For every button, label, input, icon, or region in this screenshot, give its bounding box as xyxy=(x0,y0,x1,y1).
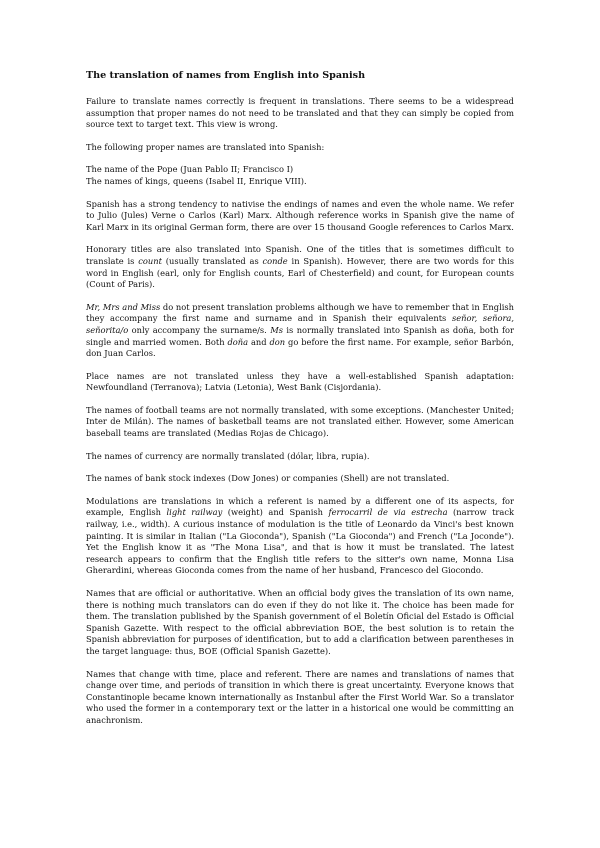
paragraph-stock-indexes: The names of bank stock indexes (Dow Jones) or companies (Shell) are not translated. xyxy=(86,473,450,484)
paragraph-nativise: Spanish has a strong tendency to nativise the endings of names and even the whole name. We refer to Julio (Jules) Verne o Carlos (Karl) Marx. Although reference works in Spanish give the name of Karl Marx in its original German form, there are over 15 thousand Google references to Carlos Marx. xyxy=(86,198,514,232)
paragraph-modulations: Modulations are translations in which a referent is named by a different one of its aspects, for example, English light railway (weight) and Spanish ferrocarril de via estrecha (narrow track railway, i.e., width). A curious instance of modulation is the title of Leonardo da Vinci's best known painting. It is similar in Italian ("La Gioconda"), Spanish ("La Gioconda") and French ("La Joconde"). Yet the English know it as "The Mona Lisa", and that is how it must be translated. The latest research appears to confirm that the English title refers to the sitter's own name, Monna Lisa Gherardini, whereas Gioconda comes from the name of her husband, Francesco del Giocondo. xyxy=(86,495,515,576)
paragraph-place-names: Place names are not translated unless they have a well-established Spanish adaptation: Newfoundland (Terranova); Latvia (Letonia), West Bank (Cisjordania). xyxy=(86,370,514,393)
paragraph-changing-names: Names that change with time, place and referent. There are names and translations of names that change over time, and periods of transition in which there is great uncertainty. Everyone knows that Constantinople became known internationally as Instanbul after the First World War. So a translator who used the former in a contemporary text or the latter in a historical one would be committing an anachronism. xyxy=(86,668,514,725)
paragraph-official-names: Names that are official or authoritative. When an official body gives the translation of its own name, there is nothing much translators can do even if they do not like it. The choice has been made for them. The translation published by the Spanish government of el Boletín Oficial del Estado is Official Spanish Gazette. With respect to the official abbreviation BOE, the best solution is to retain the Spanish abbreviation for purposes of identification, but to add a clarification between parentheses in the target language: thus, BOE (Official Spanish Gazette). xyxy=(86,588,514,656)
paragraph-proper-names-intro: The following proper names are translated into Spanish: xyxy=(86,141,325,152)
list-item-kings-queens: The names of kings, queens (Isabel II, Enrique VIII). xyxy=(86,175,307,186)
paragraph-intro: Failure to translate names correctly is frequent in translations. There seems to be a widespread assumption that proper names do not need to be translated and that they can simply be copied from source text to target text. This view is wrong. xyxy=(86,96,514,130)
list-item-pope: The name of the Pope (Juan Pablo II; Francisco I) xyxy=(86,164,294,175)
paragraph-currency: The names of currency are normally translated (dólar, libra, rupia). xyxy=(86,450,370,461)
paragraph-honorary-titles: Honorary titles are also translated into Spanish. One of the titles that is sometimes difficult to translate is count (usually translated as conde in Spanish). However, there are two words for this word in English (earl, only for English counts, Earl of Chesterfield) and count, for European counts (Count of Paris). xyxy=(86,244,514,290)
paragraph-forms-of-address: Mr, Mrs and Miss do not present translation problems although we have to remember that in English they accompany the first name and surname and in Spanish their equivalents señor, señora, señorita/o only accompany the surname/s. Ms is normally translated into Spanish as doña, both for single and married women. Both doña and don go before the first name. For example, señor Barbón, don Juan Carlos. xyxy=(86,301,514,359)
page-title: The translation of names from English into Spanish xyxy=(86,70,366,81)
paragraph-football-teams: The names of football teams are not normally translated, with some exceptions. (Manchester United; Inter de Milán). The names of basketball teams are not translated either. However, some American baseball teams are translated (Medias Rojas de Chicago). xyxy=(86,404,514,439)
